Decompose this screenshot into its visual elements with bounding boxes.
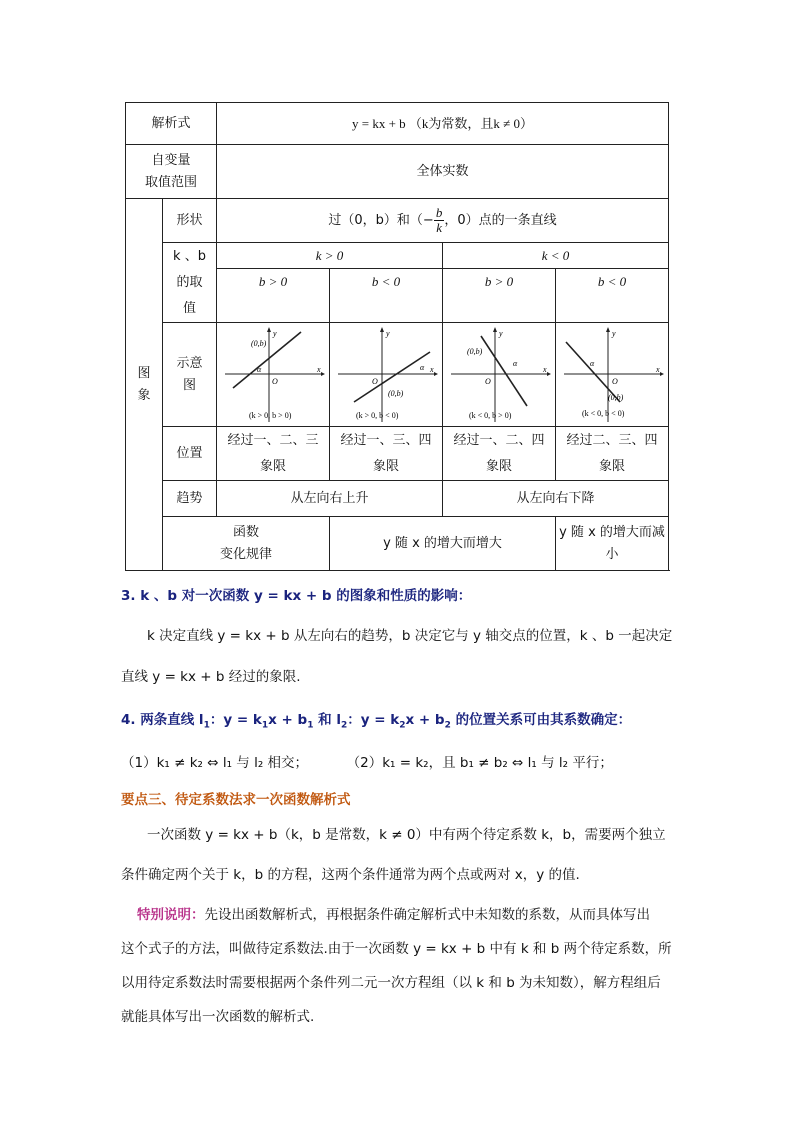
k-negative: k < 0 bbox=[443, 243, 669, 269]
label-change: 函数 变化规律 bbox=[163, 517, 330, 571]
k-positive: k > 0 bbox=[217, 243, 443, 269]
svg-text:(k < 0, b > 0): (k < 0, b > 0) bbox=[469, 410, 512, 420]
svg-text:y: y bbox=[386, 328, 390, 338]
position-cell-3: 经过一、二、四 象限 bbox=[443, 427, 556, 481]
shape-value: 过（0，b）和（− $\frac{b}{k}$ ，0）点的一条直线 bbox=[217, 199, 669, 243]
svg-text:(0,b): (0,b) bbox=[467, 346, 483, 356]
section4-heading: 4. 两条直线 $l_1$：$y = k_1x + b_1$ 和 $l_2$：$y = k_2x + b_2$ 的位置关系可由其系数确定： bbox=[121, 712, 632, 731]
line-graph-4 bbox=[560, 326, 664, 424]
label-shape: 形状 bbox=[163, 199, 217, 243]
trend-fall: 从左向右下降 bbox=[443, 481, 669, 517]
graph-cell-3 bbox=[443, 323, 556, 427]
trend-rise: 从左向右上升 bbox=[217, 481, 443, 517]
keypoint3-p1-line2: 条件确定两个关于 k，b 的方程，这两个条件通常为两个点或两对 x，y 的值. bbox=[121, 867, 580, 883]
svg-text:(0,b): (0,b) bbox=[251, 338, 267, 348]
change-increase: y 随 x 的增大而增大 bbox=[330, 517, 556, 571]
position-cell-2: 经过一、三、四 象限 bbox=[330, 427, 443, 481]
label-position: 位置 bbox=[163, 427, 217, 481]
label-kb: k 、b 的取 值 bbox=[163, 243, 217, 323]
label-trend: 趋势 bbox=[163, 481, 217, 517]
graph-cell-1 bbox=[217, 323, 330, 427]
special-note-line3: 以用待定系数法时需要根据两个条件列二元一次方程组（以 k 和 b 为未知数），解方程组后 bbox=[121, 975, 661, 991]
label-diagram: 示意 图 bbox=[163, 323, 217, 427]
keypoint3-heading: 要点三、待定系数法求一次函数解析式 bbox=[121, 792, 351, 808]
svg-text:O: O bbox=[612, 376, 618, 386]
svg-text:α: α bbox=[257, 364, 262, 374]
label-analytic: 解析式 bbox=[126, 103, 217, 145]
svg-text:x: x bbox=[430, 364, 434, 374]
line-graph-3 bbox=[447, 326, 551, 424]
svg-text:(k < 0, b < 0): (k < 0, b < 0) bbox=[582, 408, 625, 418]
position-cell-1: 经过一、二、三 象限 bbox=[217, 427, 330, 481]
label-domain: 自变量 取值范围 bbox=[126, 145, 217, 199]
svg-text:(k > 0, b < 0): (k > 0, b < 0) bbox=[356, 410, 399, 420]
line-graph-2 bbox=[334, 326, 438, 424]
svg-text:y: y bbox=[612, 328, 616, 338]
condition-parallel: （2）k₁ = k₂，且 b₁ ≠ b₂ ⇔ l₁ 与 l₂ 平行； bbox=[346, 755, 613, 771]
graph-cell-2 bbox=[330, 323, 443, 427]
condition-intersect: （1）k₁ ≠ k₂ ⇔ l₁ 与 l₂ 相交； bbox=[121, 755, 309, 771]
position-cell-4: 经过二、三、四 象限 bbox=[556, 427, 669, 481]
section4-items bbox=[121, 752, 681, 774]
svg-text:y: y bbox=[273, 328, 277, 338]
keypoint3-p1-line1: 一次函数 y = kx + b（k，b 是常数，k ≠ 0）中有两个待定系数 k，b，需要两个独立 bbox=[147, 827, 666, 843]
svg-text:O: O bbox=[485, 376, 491, 386]
b-cell-4: b < 0 bbox=[556, 269, 669, 323]
svg-text:x: x bbox=[543, 364, 547, 374]
svg-text:y: y bbox=[499, 328, 503, 338]
line-graph-1 bbox=[221, 326, 325, 424]
properties-table bbox=[125, 102, 669, 571]
svg-text:α: α bbox=[420, 362, 425, 372]
b-cell-1: b > 0 bbox=[217, 269, 330, 323]
svg-text:O: O bbox=[272, 376, 278, 386]
label-graph: 图 象 bbox=[126, 199, 163, 571]
svg-text:O: O bbox=[372, 376, 378, 386]
section3-line2: 直线 y = kx + b 经过的象限. bbox=[121, 669, 301, 685]
section3-heading: 3. k 、b 对一次函数 y = kx + b 的图象和性质的影响： bbox=[121, 588, 472, 604]
svg-text:α: α bbox=[590, 358, 595, 368]
section3-line1: k 决定直线 y = kx + b 从左向右的趋势，b 决定它与 y 轴交点的位置，k 、b 一起决定 bbox=[147, 628, 673, 644]
domain-value: 全体实数 bbox=[217, 145, 669, 199]
change-decrease: y 随 x 的增大而减小 bbox=[556, 517, 669, 571]
special-note-line1: 特别说明：先设出函数解析式，再根据条件确定解析式中未知数的系数，从而具体写出 bbox=[137, 907, 650, 923]
special-note-line4: 就能具体写出一次函数的解析式. bbox=[121, 1009, 315, 1025]
svg-text:(0,b): (0,b) bbox=[388, 388, 404, 398]
svg-text:x: x bbox=[317, 364, 321, 374]
svg-text:(k > 0, b > 0): (k > 0, b > 0) bbox=[249, 410, 292, 420]
b-cell-3: b > 0 bbox=[443, 269, 556, 323]
svg-text:α: α bbox=[513, 358, 518, 368]
analytic-formula: y = kx + b （k为常数，且k ≠ 0） bbox=[217, 103, 669, 145]
svg-text:(0,b): (0,b) bbox=[608, 392, 624, 402]
special-note-line2: 这个式子的方法，叫做待定系数法.由于一次函数 y = kx + b 中有 k 和 b 两个待定系数，所 bbox=[121, 941, 672, 957]
b-cell-2: b < 0 bbox=[330, 269, 443, 323]
graph-cell-4 bbox=[556, 323, 669, 427]
svg-text:x: x bbox=[656, 364, 660, 374]
